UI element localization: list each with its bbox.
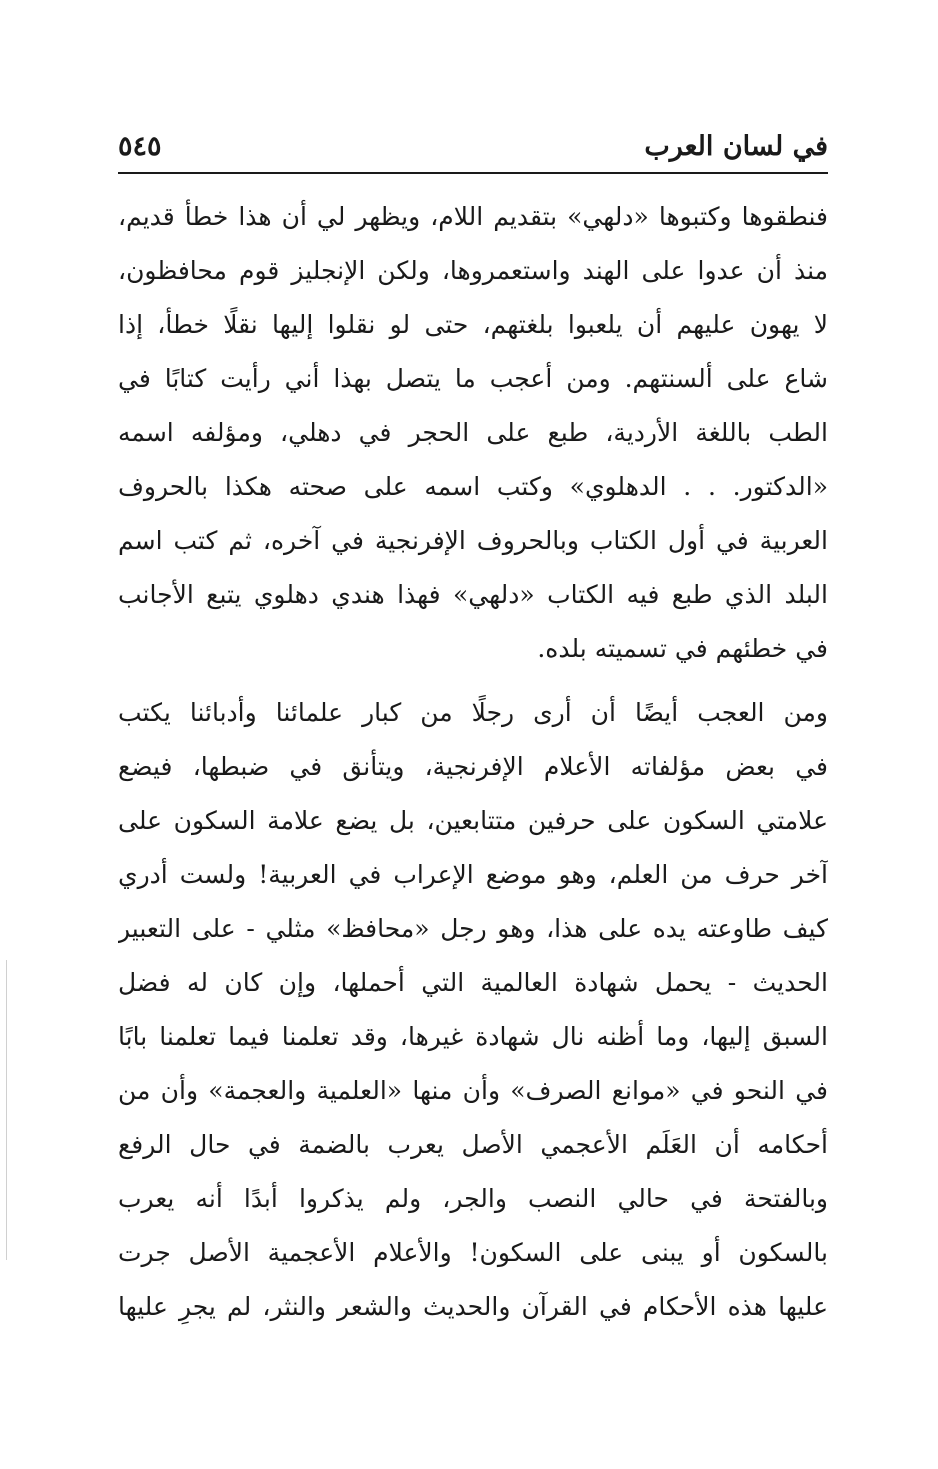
text-line: الطب باللغة الأردية، طبع على الحجر في دهلي، ومؤلفه اسمه [118, 418, 828, 447]
text-line: لا يهون عليهم أن يلعبوا بلغتهم، حتى لو نقلوا إليها نقلًا خطأ، إذا [118, 310, 828, 339]
text-line: في النحو في «موانع الصرف» وأن منها «العلمية والعجمة» وأن من [118, 1076, 828, 1105]
header-rule [118, 172, 828, 174]
body-text [118, 190, 828, 1334]
text-line: البلد الذي طبع فيه الكتاب «دلهي» فهذا هندي دهلوي يتبع الأجانب [118, 580, 828, 609]
text-line: الحديث - يحمل شهادة العالمية التي أحملها، وإن كان له فضل [118, 968, 828, 997]
scan-edge-mark [6, 960, 7, 1260]
text-line: فنطقوها وكتبوها «دلهي» بتقديم اللام، ويظهر لي أن هذا خطأ قديم، [118, 202, 828, 231]
text-line: وبالفتحة في حالي النصب والجر، ولم يذكروا أبدًا أنه يعرب [118, 1184, 828, 1213]
text-line: كيف طاوعته يده على هذا، وهو رجل «محافظ» مثلي - على التعبير [118, 914, 828, 943]
text-line: شاع على ألسنتهم. ومن أعجب ما يتصل بهذا أني رأيت كتابًا في [118, 364, 828, 393]
page-number: ٥٤٥ [118, 131, 162, 162]
text-line: منذ أن عدوا على الهند واستعمروها، ولكن الإنجليز قوم محافظون، [118, 256, 828, 285]
text-line: السبق إليها، وما أظنه نال شهادة غيرها، وقد تعلمنا فيما تعلمنا بابًا [118, 1022, 828, 1051]
text-line: العربية في أول الكتاب وبالحروف الإفرنجية في آخره، ثم كتب اسم [118, 526, 828, 555]
text-line: في بعض مؤلفاته الأعلام الإفرنجية، ويتأنق في ضبطها، فيضع [118, 752, 828, 781]
page-header [118, 128, 828, 172]
text-line: ومن العجب أيضًا أن أرى رجلًا من كبار علمائنا وأدبائنا يكتب [118, 698, 828, 727]
text-line: علامتي السكون على حرفين متتابعين، بل يضع علامة السكون على [118, 806, 828, 835]
text-line: عليها هذه الأحكام في القرآن والحديث والشعر والنثر، لم يجرِ عليها [118, 1292, 828, 1321]
text-line: آخر حرف من العلم، وهو موضع الإعراب في العربية! ولست أدري [118, 860, 828, 889]
text-line: «الدكتور. . . الدهلوي» وكتب اسمه على صحته هكذا بالحروف [118, 472, 828, 501]
text-line: بالسكون أو يبنى على السكون! والأعلام الأعجمية الأصل جرت [118, 1238, 828, 1267]
paragraph-gap [118, 676, 828, 686]
paragraph-2 [118, 686, 828, 1334]
running-title: في لسان العرب [644, 131, 828, 162]
paragraph-1 [118, 190, 828, 676]
text-line: أحكامه أن العَلَم الأعجمي الأصل يعرب بالضمة في حال الرفع [118, 1130, 828, 1159]
text-line: في خطئهم في تسميته بلده. [537, 634, 828, 663]
